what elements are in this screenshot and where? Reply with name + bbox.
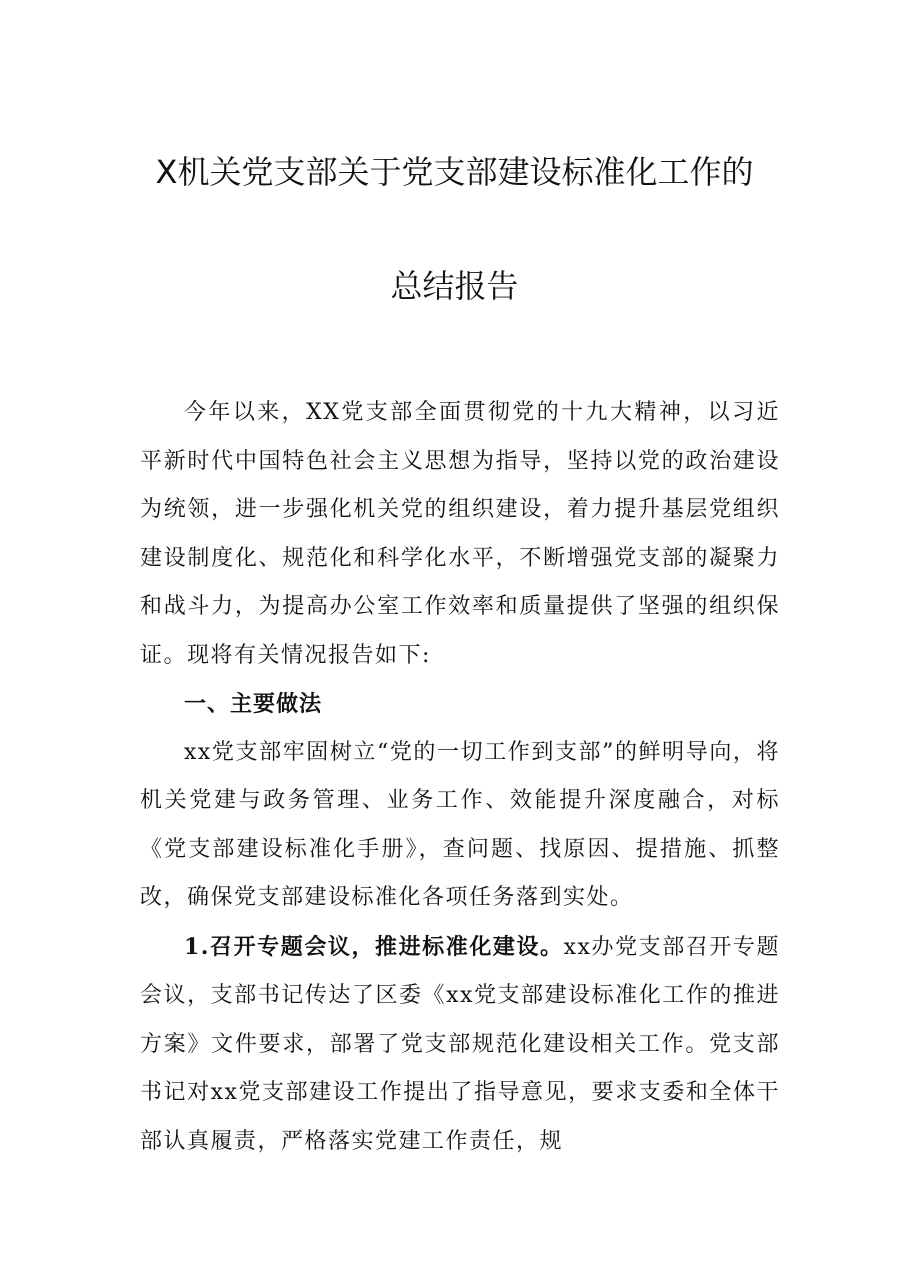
item-paragraph-1 bbox=[140, 923, 780, 1167]
document-title-line-2: 总结报告 bbox=[390, 267, 519, 305]
item-lead-text: 1.召开专题会议，推进标准化建设。 bbox=[184, 933, 564, 960]
document-body bbox=[140, 389, 780, 1166]
intro-paragraph: 今年以来，XX党支部全面贯彻党的十九大精神，以习近平新时代中国特色社会主义思想为指导，坚持以党的政治建设为统领，进一步强化机关党的组织建设，着力提升基层党组织建设制度化、规范化和科学化水平，不断增强党支部的凝聚力和战斗力，为提高办公室工作效率和质量提供了坚强的组织保证。现将有关情况报告如下: bbox=[140, 400, 780, 668]
section-paragraph: xx党支部牢固树立“党的一切工作到支部”的鲜明导向，将机关党建与政务管理、业务工作、效能提升深度融合，对标《党支部建设标准化手册》，查问题、找原因、提措施、抓整改，确保党支部建设标准化各项任务落到实处。 bbox=[140, 739, 780, 910]
document-title-line-1: X机关党支部关于党支部建设标准化工作的 bbox=[155, 153, 754, 191]
section-heading-main-practices: 一、主要做法 bbox=[184, 691, 323, 717]
item-body-text: xx办党支部召开专题会议，支部书记传达了区委《xx党支部建设标准化工作的推进方案》文件要求，部署了党支部规范化建设相关工作。党支部书记对xx党支部建设工作提出了指导意见，要求支委和全体干部认真履责，严格落实党建工作责任，规 bbox=[140, 934, 780, 1154]
